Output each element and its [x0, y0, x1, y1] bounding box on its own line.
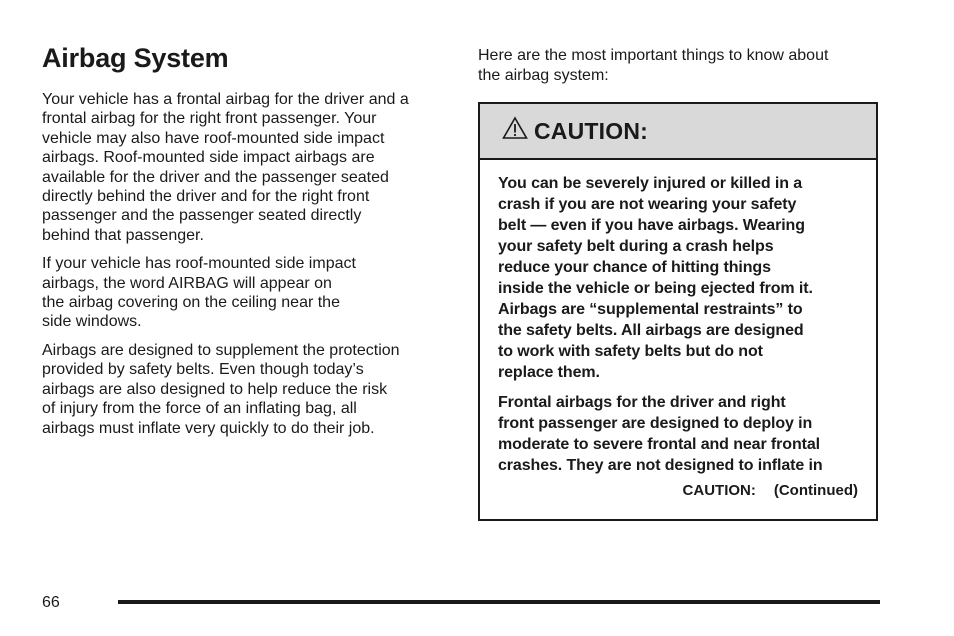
page-title: Airbag System: [42, 43, 229, 73]
caution-paragraph: You can be severely injured or killed in a crash if you are not wearing your safety belt — even if you have airbags. Wearing your safety belt during a crash helps reduce your chance of hitting things inside the vehicle or being ejected from it. Airbags are “supplemental restraints” to the safety belts. All airbags are designed to work with safety belts but do not replace them.: [498, 175, 813, 381]
continued-label: CAUTION:: [682, 482, 756, 499]
footer-rule: [118, 600, 880, 604]
intro-paragraph: Here are the most important things to know about the airbag system:: [478, 47, 829, 84]
warning-triangle-icon: [502, 116, 528, 140]
caution-title: CAUTION:: [534, 117, 649, 144]
caution-paragraph: Frontal airbags for the driver and right front passenger are designed to deploy in moderate to severe frontal and near frontal crashes. They are not designed to inflate in: [498, 394, 823, 474]
caution-box: [478, 102, 878, 521]
body-paragraph: Your vehicle has a frontal airbag for the driver and a frontal airbag for the right front passenger. Your vehicle may also have roof-mounted side impact airbags. Roof-mounted side impact airbags are available for the driver and the passenger seated directly behind the driver and for the right front passenger and the passenger seated directly behind that passenger.: [42, 91, 409, 244]
page-number: 66: [42, 594, 60, 611]
caution-body: [480, 160, 876, 476]
right-column: [478, 46, 880, 85]
caution-header: [480, 104, 876, 160]
body-paragraph: If your vehicle has roof-mounted side impact airbags, the word AIRBAG will appear on the airbag covering on the ceiling near the side windows.: [42, 255, 356, 331]
left-column: [42, 40, 450, 447]
continued-note: [683, 482, 858, 499]
continued-text: (Continued): [773, 482, 858, 499]
body-paragraph: Airbags are designed to supplement the protection provided by safety belts. Even though today’s airbags are also designed to help reduce the risk of injury from the force of an inflating bag, all airbags must inflate very quickly to do their job.: [42, 341, 400, 437]
